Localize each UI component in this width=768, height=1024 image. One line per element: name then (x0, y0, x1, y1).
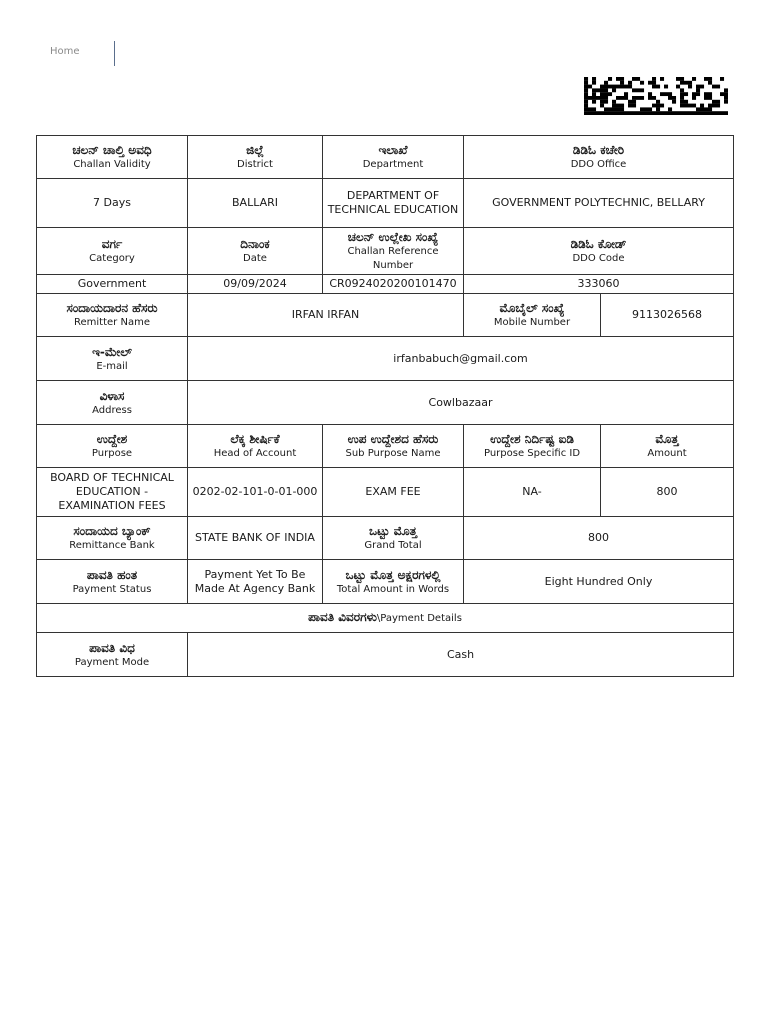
barcode-module (648, 96, 652, 100)
barcode-module (652, 77, 656, 81)
barcode-module (704, 92, 708, 96)
barcode-module (596, 111, 600, 115)
barcode-module (620, 77, 624, 81)
validity-header: ಚಲನ್ ಚಾಲ್ತಿ ಅವಧಿ Challan Validity (37, 136, 188, 179)
barcode-module (684, 104, 688, 108)
nav-divider (114, 41, 115, 66)
barcode-module (716, 85, 720, 89)
barcode-module (592, 111, 596, 115)
barcode-module (596, 88, 600, 92)
barcode-module (584, 85, 588, 89)
department-header: ಇಲಾಖೆ Department (323, 136, 464, 179)
barcode-module (688, 111, 692, 115)
barcode-module (636, 77, 640, 81)
remitter-value: IRFAN IRFAN (188, 294, 464, 337)
barcode-module (688, 81, 692, 85)
barcode-module (620, 96, 624, 100)
barcode-module (708, 111, 712, 115)
barcode-module (664, 92, 668, 96)
barcode-module (644, 111, 648, 115)
sub-purpose-header: ಉಪ ಉದ್ದೇಶದ ಹೆಸರು Sub Purpose Name (323, 425, 464, 468)
barcode-module (652, 96, 656, 100)
ddo-office-header: ಡಿಡಿಓ ಕಚೇರಿ DDO Office (464, 136, 734, 179)
barcode-module (584, 104, 588, 108)
barcode-module (620, 107, 624, 111)
head-account-header: ಲೆಕ್ಕ ಶೀರ್ಷಿಕೆ Head of Account (188, 425, 323, 468)
barcode-module (724, 92, 728, 96)
barcode-module (724, 100, 728, 104)
barcode-module (696, 92, 700, 96)
payment-mode-header: ಪಾವತಿ ವಿಧ Payment Mode (37, 633, 188, 677)
barcode-module (616, 85, 620, 89)
barcode-module (628, 104, 632, 108)
barcode-module (616, 104, 620, 108)
address-value: Cowlbazaar (188, 381, 734, 425)
barcode-module (604, 85, 608, 89)
barcode-module (660, 77, 664, 81)
remitter-row (37, 294, 734, 337)
barcode-module (680, 92, 684, 96)
ddo-code-header: ಡಿಡಿಓ ಕೋಡ್ DDO Code (464, 228, 734, 275)
barcode-module (632, 104, 636, 108)
barcode-module (700, 107, 704, 111)
barcode-module (704, 111, 708, 115)
barcode-module (684, 92, 688, 96)
barcode-module (660, 92, 664, 96)
barcode-module (612, 88, 616, 92)
barcode-module (592, 92, 596, 96)
barcode-module (604, 111, 608, 115)
value-row-2 (37, 275, 734, 294)
barcode-module (696, 88, 700, 92)
barcode-module (680, 77, 684, 81)
barcode-module (620, 81, 624, 85)
barcode-module (680, 96, 684, 100)
header-row-1 (37, 136, 734, 179)
barcode-module (680, 81, 684, 85)
category-value: Government (37, 275, 188, 294)
barcode-module (624, 85, 628, 89)
barcode-module (692, 111, 696, 115)
barcode-module (604, 88, 608, 92)
barcode-module (612, 111, 616, 115)
department-value: DEPARTMENT OF TECHNICAL EDUCATION (323, 179, 464, 228)
barcode-module (616, 96, 620, 100)
barcode-module (636, 88, 640, 92)
barcode-module (652, 85, 656, 89)
barcode-module (632, 96, 636, 100)
barcode-module (700, 111, 704, 115)
barcode-module (584, 92, 588, 96)
barcode-module (600, 92, 604, 96)
barcode-module (672, 96, 676, 100)
payment-status-header: ಪಾವತಿ ಹಂತ Payment Status (37, 560, 188, 604)
barcode-module (648, 111, 652, 115)
barcode-module (584, 77, 588, 81)
barcode-module (640, 96, 644, 100)
barcode-module (628, 111, 632, 115)
barcode-module (588, 96, 592, 100)
barcode-module (584, 81, 588, 85)
barcode-module (624, 96, 628, 100)
payment-details-header: ಪಾವತಿ ವಿವರಗಳು\Payment Details (37, 604, 734, 633)
barcode-module (656, 85, 660, 89)
barcode-module (616, 77, 620, 81)
bank-header: ಸಂದಾಯದ ಬ್ಯಾಂಕ್ Remittance Bank (37, 517, 188, 560)
barcode-module (632, 111, 636, 115)
barcode-module (692, 77, 696, 81)
barcode-module (604, 96, 608, 100)
barcode-module (696, 111, 700, 115)
barcode-module (644, 107, 648, 111)
barcode-module (632, 100, 636, 104)
barcode-module (640, 81, 644, 85)
barcode-module (712, 104, 716, 108)
barcode-module (660, 104, 664, 108)
remitter-header: ಸಂದಾಯದಾರನ ಹೆಸರು Remitter Name (37, 294, 188, 337)
barcode-module (664, 111, 668, 115)
address-row (37, 381, 734, 425)
bank-value: STATE BANK OF INDIA (188, 517, 323, 560)
barcode-module (676, 85, 680, 89)
payment-status-row (37, 560, 734, 604)
barcode-module (724, 88, 728, 92)
barcode-module (628, 81, 632, 85)
barcode-module (652, 104, 656, 108)
barcode-module (596, 96, 600, 100)
barcode-module (656, 111, 660, 115)
purpose-header: ಉದ್ದೇಶ Purpose (37, 425, 188, 468)
barcode-module (600, 111, 604, 115)
barcode-module (640, 88, 644, 92)
barcode-module (612, 85, 616, 89)
barcode-module (712, 100, 716, 104)
barcode-module (588, 111, 592, 115)
barcode-module (656, 107, 660, 111)
barcode-module (680, 100, 684, 104)
district-header: ಜಿಲ್ಲೆ District (188, 136, 323, 179)
category-header: ವರ್ಗ Category (37, 228, 188, 275)
header-row-2 (37, 228, 734, 275)
barcode-module (588, 107, 592, 111)
barcode-module (708, 96, 712, 100)
total-words-value: Eight Hundred Only (464, 560, 734, 604)
barcode-module (584, 96, 588, 100)
ddo-office-value: GOVERNMENT POLYTECHNIC, BELLARY (464, 179, 734, 228)
barcode-module (708, 104, 712, 108)
grand-total-header: ಒಟ್ಟು ಮೊತ್ತ Grand Total (323, 517, 464, 560)
barcode-module (660, 111, 664, 115)
barcode-module (612, 107, 616, 111)
barcode-module (592, 81, 596, 85)
barcode-module (708, 107, 712, 111)
barcode-module (584, 100, 588, 104)
payment-mode-value: Cash (188, 633, 734, 677)
grand-total-value: 800 (464, 517, 734, 560)
barcode-module (692, 96, 696, 100)
barcode-module (604, 107, 608, 111)
barcode-module (680, 104, 684, 108)
purpose-header-row (37, 425, 734, 468)
barcode-module (608, 92, 612, 96)
address-header: ವಿಳಾಸ Address (37, 381, 188, 425)
barcode-module (620, 111, 624, 115)
barcode-module (708, 92, 712, 96)
mobile-header: ಮೊಬೈಲ್ ಸಂಖ್ಯೆ Mobile Number (464, 294, 601, 337)
barcode-module (656, 100, 660, 104)
barcode-module (696, 85, 700, 89)
barcode-module (704, 96, 708, 100)
amount-header: ಮೊತ್ತ Amount (601, 425, 734, 468)
barcode-module (684, 111, 688, 115)
validity-value: 7 Days (37, 179, 188, 228)
email-value: irfanbabuch@gmail.com (188, 337, 734, 381)
barcode-module (680, 111, 684, 115)
barcode-module (584, 88, 588, 92)
barcode-module (584, 107, 588, 111)
barcode-module (600, 104, 604, 108)
barcode-module (612, 100, 616, 104)
barcode-module (608, 107, 612, 111)
bank-row (37, 517, 734, 560)
barcode-module (616, 107, 620, 111)
barcode-module (684, 81, 688, 85)
email-row (37, 337, 734, 381)
barcode-module (652, 111, 656, 115)
barcode-module (632, 77, 636, 81)
barcode-module (704, 77, 708, 81)
barcode-module (592, 88, 596, 92)
barcode-module (648, 81, 652, 85)
barcode-module (708, 81, 712, 85)
barcode-module (668, 96, 672, 100)
barcode-module (600, 96, 604, 100)
barcode-module (592, 107, 596, 111)
barcode-module (652, 81, 656, 85)
barcode-module (688, 85, 692, 89)
payment-details-row (37, 604, 734, 633)
barcode-module (648, 92, 652, 96)
barcode-module (716, 111, 720, 115)
barcode-module (700, 85, 704, 89)
ddo-code-value: 333060 (464, 275, 734, 294)
barcode-module (664, 85, 668, 89)
barcode-module (692, 92, 696, 96)
challan-ref-value: CR0924020200101470 (323, 275, 464, 294)
barcode-module (668, 107, 672, 111)
barcode-module (712, 85, 716, 89)
barcode-module (588, 85, 592, 89)
barcode-module (620, 104, 624, 108)
barcode-module (724, 96, 728, 100)
challan-ref-header: ಚಲನ್ ಉಲ್ಲೇಖ ಸಂಖ್ಯೆ Challan Reference Number (323, 228, 464, 275)
barcode-module (720, 92, 724, 96)
barcode-module (600, 85, 604, 89)
challan-table (36, 135, 734, 677)
barcode-module (716, 104, 720, 108)
purpose-value: BOARD OF TECHNICAL EDUCATION - EXAMINATION FEES (37, 468, 188, 517)
barcode-module (592, 77, 596, 81)
barcode-module (600, 100, 604, 104)
date-header: ದಿನಾಂಕ Date (188, 228, 323, 275)
barcode-module (672, 100, 676, 104)
payment-status-value: Payment Yet To Be Made At Agency Bank (188, 560, 323, 604)
purpose-value-row (37, 468, 734, 517)
value-row-1 (37, 179, 734, 228)
barcode-module (584, 111, 588, 115)
email-header: ಇ-ಮೇಲ್ E-mail (37, 337, 188, 381)
payment-mode-row (37, 633, 734, 677)
barcode-module (592, 96, 596, 100)
barcode-module (620, 85, 624, 89)
barcode-module (724, 111, 728, 115)
purpose-id-header: ಉದ್ದೇಶ ನಿರ್ದಿಷ್ಟ ಐಡಿ Purpose Specific ID (464, 425, 601, 468)
barcode-module (624, 92, 628, 96)
barcode-module (640, 111, 644, 115)
barcode-module (688, 104, 692, 108)
barcode-module (704, 107, 708, 111)
barcode-module (624, 111, 628, 115)
district-value: BALLARI (188, 179, 323, 228)
barcode-module (700, 104, 704, 108)
barcode-module (628, 85, 632, 89)
barcode-module (592, 100, 596, 104)
date-value: 09/09/2024 (188, 275, 323, 294)
barcode-module (636, 96, 640, 100)
barcode-module (632, 88, 636, 92)
barcode-module (608, 85, 612, 89)
amount-value: 800 (601, 468, 734, 517)
barcode-module (668, 92, 672, 96)
barcode-module (716, 100, 720, 104)
barcode-module (720, 77, 724, 81)
sub-purpose-value: EXAM FEE (323, 468, 464, 517)
barcode-module (640, 107, 644, 111)
total-words-header: ಒಟ್ಟು ಮೊತ್ತ ಅಕ್ಷರಗಳಲ್ಲಿ Total Amount in Words (323, 560, 464, 604)
barcode-module (608, 77, 612, 81)
barcode-module (656, 104, 660, 108)
barcode-module (604, 81, 608, 85)
barcode-module (648, 107, 652, 111)
barcode-module (604, 100, 608, 104)
barcode-module (676, 77, 680, 81)
barcode-module (600, 88, 604, 92)
barcode-module (636, 111, 640, 115)
barcode-module (604, 92, 608, 96)
barcode-module (680, 88, 684, 92)
barcode-module (692, 104, 696, 108)
home-link[interactable]: Home (50, 46, 80, 57)
barcode-module (676, 111, 680, 115)
barcode-module (708, 77, 712, 81)
barcode-module (696, 107, 700, 111)
barcode-module (720, 111, 724, 115)
barcode-module (672, 111, 676, 115)
barcode-module (628, 100, 632, 104)
barcode-module (612, 104, 616, 108)
barcode-module (684, 100, 688, 104)
purpose-id-value: NA- (464, 468, 601, 517)
barcode-image (584, 77, 728, 115)
barcode-module (616, 111, 620, 115)
barcode-module (608, 111, 612, 115)
head-account-value: 0202-02-101-0-01-000 (188, 468, 323, 517)
barcode-module (668, 111, 672, 115)
barcode-module (712, 111, 716, 115)
mobile-value: 9113026568 (601, 294, 734, 337)
